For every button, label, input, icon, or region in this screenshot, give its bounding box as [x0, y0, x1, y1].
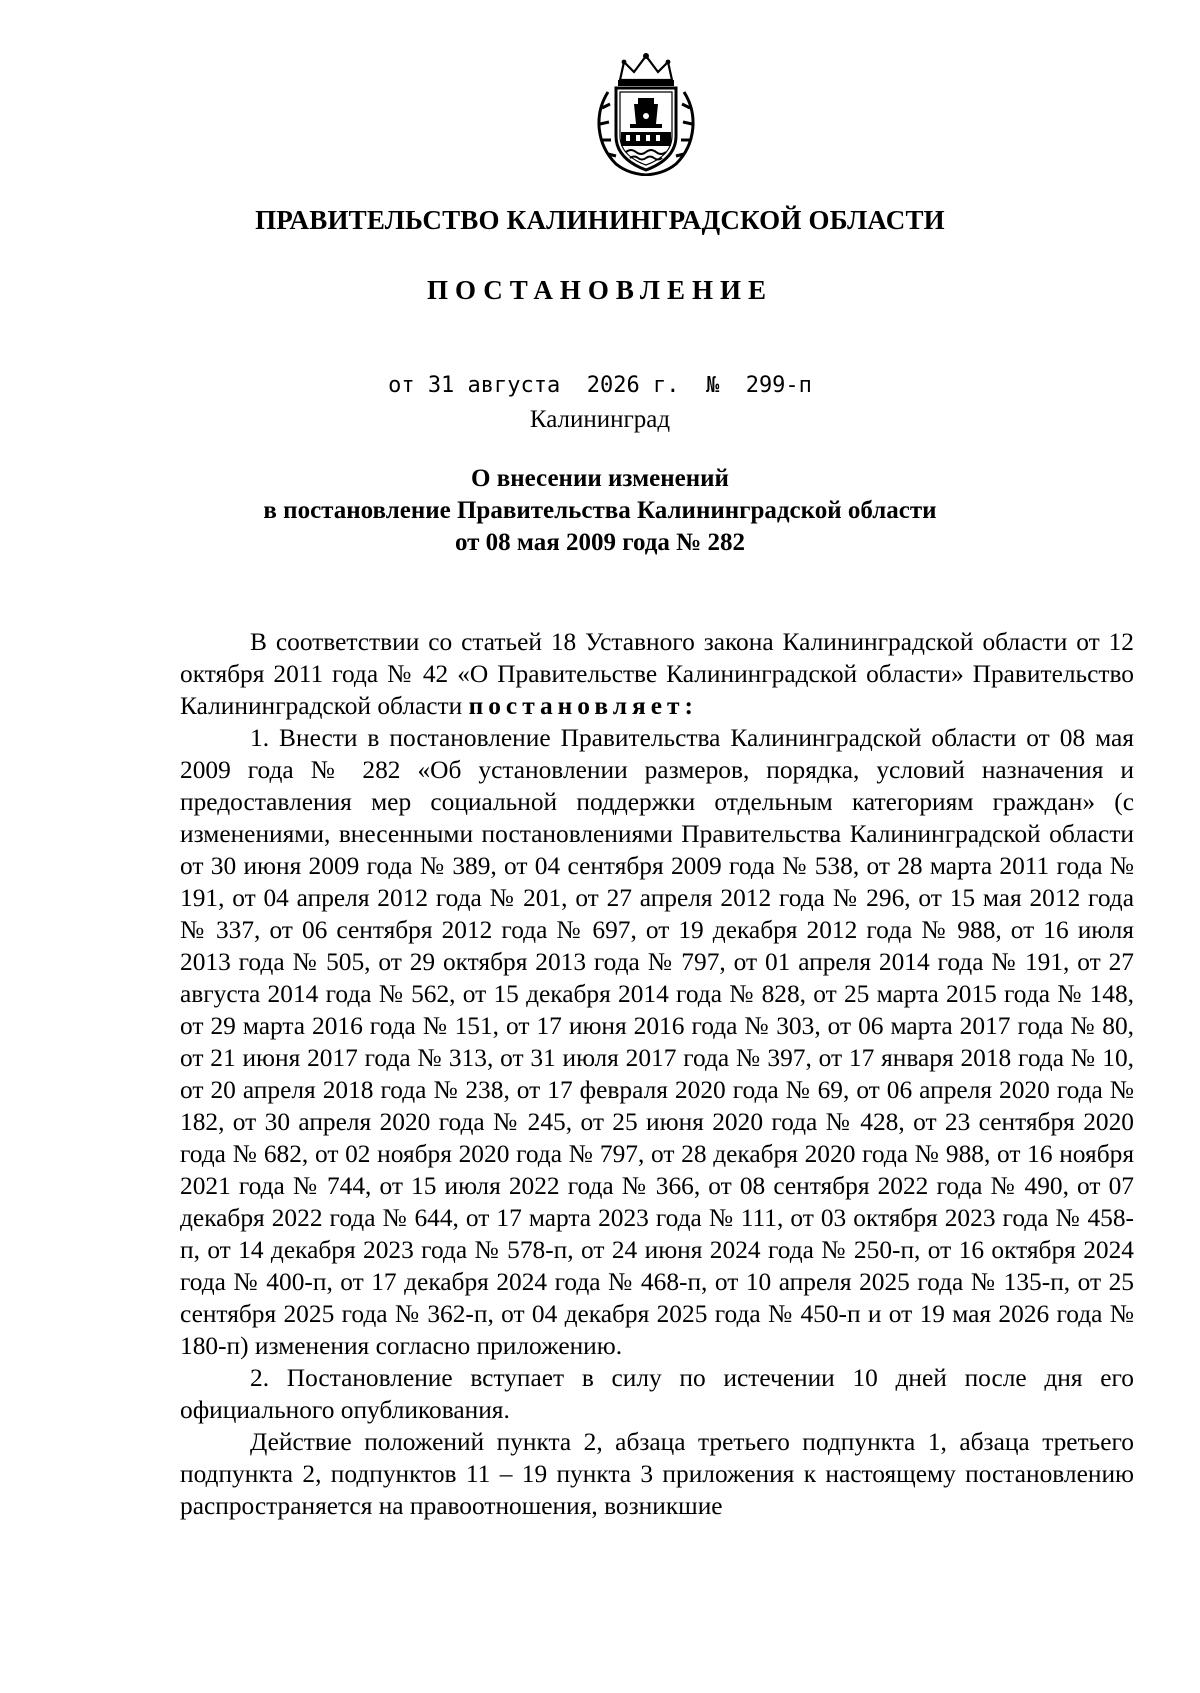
preamble-text: В соответствии со статьей 18 Уставного закона Калининградской области от 12 октября 2011 года № 42 «О Правительстве Калининградской области» Правительство Калининградской области — [180, 628, 1134, 720]
coat-of-arms-icon — [590, 52, 702, 176]
item-2-effect-paragraph: Действие положений пункта 2, абзаца третьего подпункта 1, абзаца третьего подпункта 2, подпунктов 11 – 19 пункта 3 приложения к настоящему постановлению распространяется на правоотношения, возникшие — [180, 1428, 1134, 1520]
preamble-paragraph — [180, 626, 1134, 722]
document-date-number: от 31 августа 2026 г. № 299-п — [388, 373, 812, 398]
organization-name: ПРАВИТЕЛЬСТВО КАЛИНИНГРАДСКОЙ ОБЛАСТИ — [255, 205, 945, 235]
subject-line: от 08 мая 2009 года № 282 — [454, 529, 746, 556]
decree-word: постановляет: — [468, 692, 698, 720]
document-body — [180, 626, 1134, 1522]
item-2-paragraph: 2. Постановление вступает в силу по истечении 10 дней после дня его официального опубликования. — [180, 1364, 1134, 1424]
document-subject — [0, 463, 1200, 559]
subject-line: в постановление Правительства Калининградской области — [263, 497, 937, 524]
item-1-paragraph: 1. Внести в постановление Правительства Калининградской области от 08 мая 2009 года № 282 «Об установлении размеров, порядка, условий назначения и предоставления мер социальной поддержки отдельным категориям граждан» (с изменениями, внесенными постановлениями Правительства Калининградской области от 30 июня 2009 года № 389, от 04 сентября 2009 года № 538, от 28 марта 2011 года № 191, от 04 апреля 2012 года № 201, от 27 апреля 2012 года № 296, от 15 мая 2012 года № 337, от 06 сентября 2012 года № 697, от 19 декабря 2012 года № 988, от 16 июля 2013 года № 505, от 29 октября 2013 года № 797, от 01 апреля 2014 года № 191, от 27 августа 2014 года № 562, от 15 декабря 2014 года № 828, от 25 марта 2015 года № 148, от 29 марта 2016 года № 151, от 17 июня 2016 года № 303, от 06 марта 2017 года № 80, от 21 июня 2017 года № 313, от 31 июля 2017 года № 397, от 17 января 2018 года № 10, от 20 апреля 2018 года № 238, от 17 февраля 2020 года № 69, от 06 апреля 2020 года № 182, от 30 апреля 2020 года № 245, от 25 июня 2020 года № 428, от 23 сентября 2020 года № 682, от 02 ноября 2020 года № 797, от 28 декабря 2020 года № 988, от 16 ноября 2021 года № 744, от 15 июля 2022 года № 366, от 08 сентября 2022 года № 490, от 07 декабря 2022 года № 644, от 17 марта 2023 года № 111, от 03 октября 2023 года № 458-п, от 14 декабря 2023 года № 578-п, от 24 июня 2024 года № 250-п, от 16 октября 2024 года № 400-п, от 17 декабря 2024 года № 468-п, от 10 апреля 2025 года № 135-п, от 25 сентября 2025 года № 362-п, от 04 декабря 2025 года № 450-п и от 19 мая 2026 года № 180-п) изменения согласно приложению. — [180, 724, 1134, 1360]
document-type: ПОСТАНОВЛЕНИЕ — [426, 275, 774, 305]
subject-line: О внесении изменений — [471, 465, 729, 492]
document-city: Калининград — [529, 406, 671, 433]
